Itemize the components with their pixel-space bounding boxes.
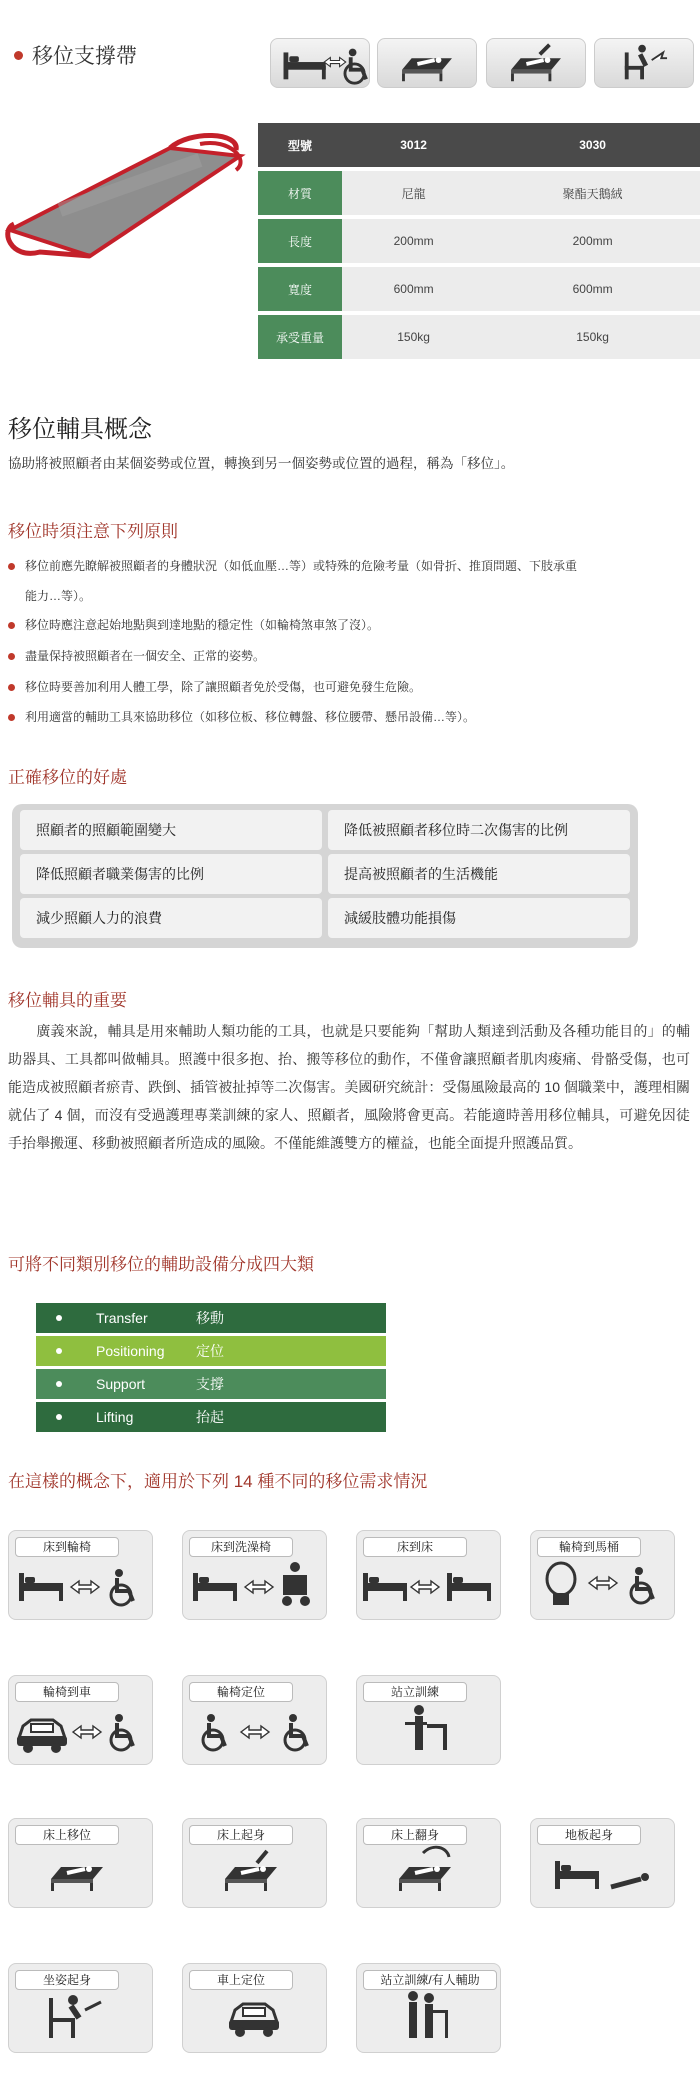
- bed-shift-icon: [9, 1843, 153, 1908]
- principle-item: 利用適當的輔助工具來協助移位（如移位板、移位轉盤、移位腰帶、懸吊設備…等）。: [8, 709, 688, 725]
- need-label: 輪椅到馬桶: [537, 1537, 641, 1557]
- seat-stand-icon: [9, 1988, 153, 2053]
- bullet-dot: [8, 563, 15, 570]
- principle-item: 移位時要善加利用人體工學，除了讓照顧者免於受傷，也可避免發生危險。: [8, 679, 688, 695]
- car-positioning-icon: [183, 1988, 327, 2053]
- category-dot: [56, 1381, 62, 1387]
- need-label: 床到洗澡椅: [189, 1537, 293, 1557]
- standing-training-icon: [357, 1700, 501, 1765]
- spec-table: [258, 119, 700, 363]
- concept-title: 移位輔具概念: [8, 416, 152, 443]
- spec-cell: 150kg: [342, 315, 485, 359]
- spec-header-3030: 3030: [485, 123, 700, 167]
- spec-row: [258, 267, 700, 311]
- wheelchair-positioning-icon: [183, 1700, 327, 1765]
- spec-cell: 600mm: [485, 267, 700, 311]
- product-title: [14, 40, 137, 70]
- need-label: 輪椅到車: [15, 1682, 119, 1702]
- benefit-cell: 降低照顧者職業傷害的比例: [20, 854, 322, 894]
- principle-item: 盡量保持被照顧者在一個安全、正常的姿勢。: [8, 648, 688, 664]
- bullet-dot: [8, 684, 15, 691]
- bed-shift-icon: [377, 38, 477, 88]
- title-dot: [14, 51, 23, 60]
- product-title-text: 移位支撐帶: [32, 45, 137, 68]
- concept-desc: 協助將被照顧者由某個姿勢或位置，轉換到另一個姿勢或位置的過程，稱為「移位」。: [8, 456, 515, 471]
- spec-header-model: 型號: [258, 123, 342, 167]
- need-label: 地板起身: [537, 1825, 641, 1845]
- needs-title: 在這樣的概念下，適用於下列 14 種不同的移位需求情況: [8, 1472, 428, 1491]
- spec-label: 長度: [258, 219, 342, 263]
- spec-cell: 聚酯天鵝絨: [485, 171, 700, 215]
- principle-item: 移位時應注意起始地點與到達地點的穩定性（如輪椅煞車煞了沒）。: [8, 617, 688, 633]
- bed-sit-up-icon: [183, 1843, 327, 1908]
- category-support: Support 支撐: [36, 1369, 386, 1399]
- bullet-dot: [8, 714, 15, 721]
- toilet-to-wheelchair-icon: [531, 1555, 675, 1620]
- need-label: 輪椅定位: [189, 1682, 293, 1702]
- need-card: [8, 1963, 153, 2053]
- need-card: [356, 1963, 501, 2053]
- need-card: [8, 1675, 153, 1765]
- need-label: 坐姿起身: [15, 1970, 119, 1990]
- need-label: 床上翻身: [363, 1825, 467, 1845]
- benefit-cell: 降低被照顧者移位時二次傷害的比例: [328, 810, 630, 850]
- spec-cell: 600mm: [342, 267, 485, 311]
- importance-text: 廣義來說，輔具是用來輔助人類功能的工具，也就是只要能夠「幫助人類達到活動及各種功能目的」的輔助器具、工具都叫做輔具。照護中很多抱、抬、搬等移位的動作，不僅會讓照顧者肌肉痠痛、骨骼受傷，也可能造成被照顧者瘀青、跌倒、插管被扯掉等二次傷害。美國研究統計：受傷風險最高的 10 個職業中，護理相關就佔了 4 個，而沒有受過護理專業訓練的家人、照顧者，風險將會更高。若能適時善用移位輔具，可避免因徒手抬舉搬運、移動被照顧者所造成的風險。不僅能維護雙方的權益，也能全面提升照護品質。: [8, 1023, 690, 1151]
- bed-to-wheelchair-icon: [9, 1555, 153, 1620]
- need-card: [8, 1818, 153, 1908]
- bed-turn-icon: [357, 1843, 501, 1908]
- transfer-strap-image: [0, 130, 250, 270]
- spec-cell: 尼龍: [342, 171, 485, 215]
- category-dot: [56, 1414, 62, 1420]
- need-label: 床到床: [363, 1537, 467, 1557]
- need-label: 床上移位: [15, 1825, 119, 1845]
- spec-header-row: [258, 123, 700, 167]
- importance-title: 移位輔具的重要: [8, 991, 127, 1010]
- seat-stand-assist-icon: [594, 38, 694, 88]
- need-label: 站立訓練: [363, 1682, 467, 1702]
- need-card: [182, 1675, 327, 1765]
- need-card: [356, 1530, 501, 1620]
- spec-label: 材質: [258, 171, 342, 215]
- spec-cell: 150kg: [485, 315, 700, 359]
- assisted-standing-icon: [357, 1988, 501, 2053]
- category-lifting: Lifting 抬起: [36, 1402, 386, 1432]
- need-card: [182, 1530, 327, 1620]
- category-dot: [56, 1315, 62, 1321]
- need-label: 車上定位: [189, 1970, 293, 1990]
- categories-title: 可將不同類別移位的輔助設備分成四大類: [8, 1255, 314, 1274]
- category-positioning: Positioning 定位: [36, 1336, 386, 1366]
- need-card: [530, 1818, 675, 1908]
- need-card: [356, 1675, 501, 1765]
- spec-row: [258, 315, 700, 359]
- principle-item: 移位前應先瞭解被照顧者的身體狀況（如低血壓…等）或特殊的危險考量（如骨折、推頂問題、下肢承重 能力…等）。: [8, 558, 688, 604]
- spec-label: 承受重量: [258, 315, 342, 359]
- spec-cell: 200mm: [485, 219, 700, 263]
- benefits-grid: [12, 804, 638, 948]
- benefit-cell: 提高被照顧者的生活機能: [328, 854, 630, 894]
- bullet-dot: [8, 622, 15, 629]
- need-label: 床上起身: [189, 1825, 293, 1845]
- principles-title: 移位時須注意下列原則: [8, 522, 178, 541]
- need-card: [530, 1530, 675, 1620]
- benefit-cell: 減少照顧人力的浪費: [20, 898, 322, 938]
- benefit-cell: 照顧者的照顧範圍變大: [20, 810, 322, 850]
- benefits-title: 正確移位的好處: [8, 768, 127, 787]
- category-dot: [56, 1348, 62, 1354]
- floor-rise-icon: [531, 1843, 675, 1908]
- need-card: [182, 1963, 327, 2053]
- spec-cell: 200mm: [342, 219, 485, 263]
- bed-to-wheelchair-icon: [270, 38, 370, 88]
- bed-to-bed-icon: [357, 1555, 501, 1620]
- bed-sit-up-icon: [486, 38, 586, 88]
- car-to-wheelchair-icon: [9, 1700, 153, 1765]
- need-label: 床到輪椅: [15, 1537, 119, 1557]
- bullet-dot: [8, 653, 15, 660]
- need-label: 站立訓練/有人輔助: [363, 1970, 497, 1990]
- bed-to-shower-chair-icon: [183, 1555, 327, 1620]
- need-card: [356, 1818, 501, 1908]
- category-transfer: Transfer 移動: [36, 1303, 386, 1333]
- need-card: [182, 1818, 327, 1908]
- spec-row: [258, 171, 700, 215]
- spec-row: [258, 219, 700, 263]
- spec-header-3012: 3012: [342, 123, 485, 167]
- need-card: [8, 1530, 153, 1620]
- benefit-cell: 減緩肢體功能損傷: [328, 898, 630, 938]
- spec-label: 寬度: [258, 267, 342, 311]
